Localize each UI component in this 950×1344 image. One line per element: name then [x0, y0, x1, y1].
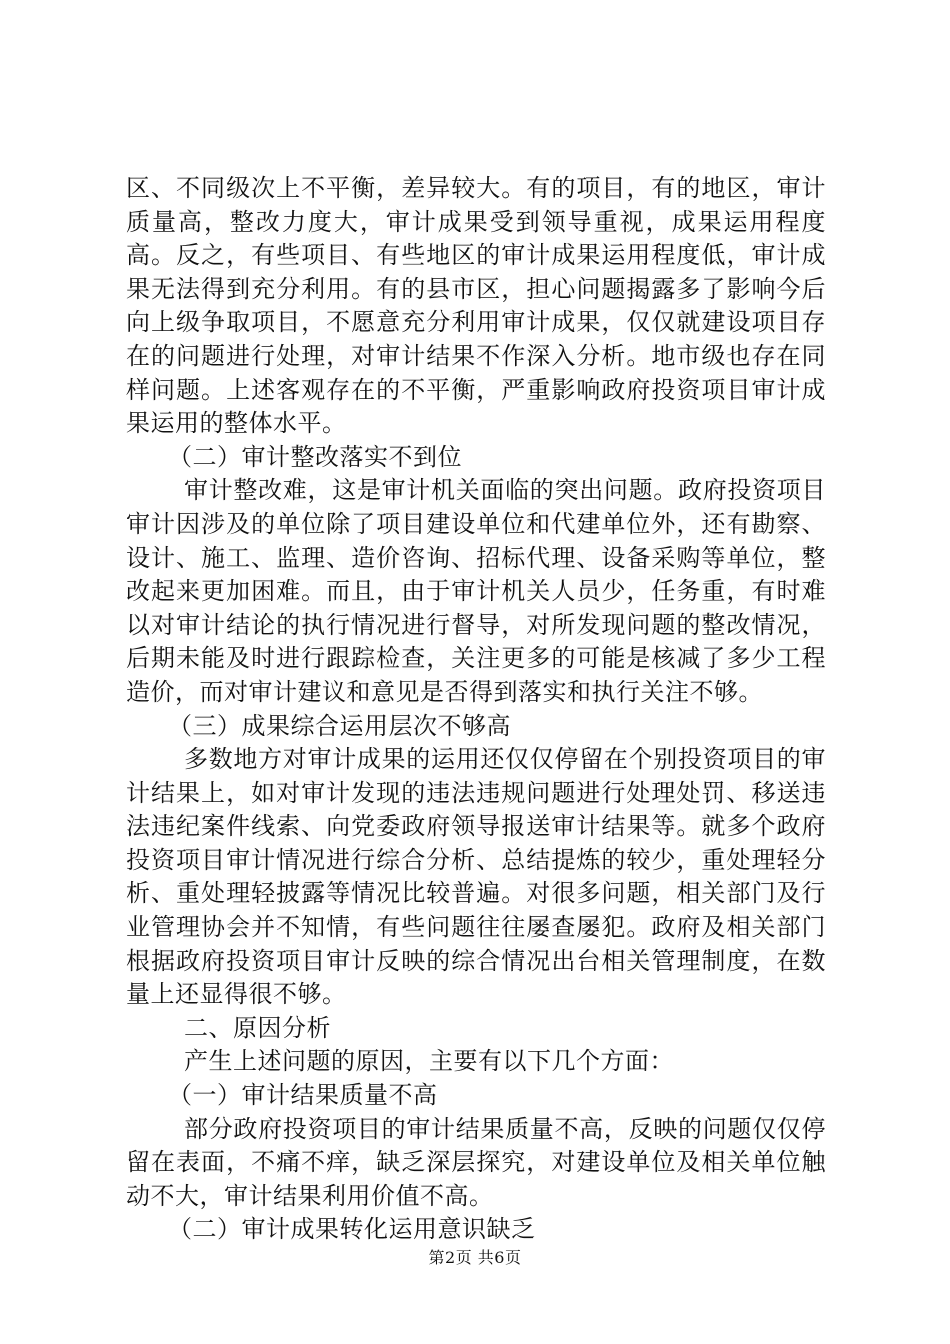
heading-comprehensive-use: （三）成果综合运用层次不够高 — [168, 711, 511, 740]
page-footer: 第2页 共6页 — [428, 1248, 522, 1267]
heading-awareness: （二）审计成果转化运用意识缺乏 — [168, 1215, 536, 1244]
paragraph-quality: 部分政府投资项目的审计结果质量不高，反映的问题仅仅停留在表面，不痛不痒，缺乏深层探究，对建设单位及相关单位触动不大，审计结果利用价值不高。 — [126, 1114, 826, 1210]
heading-quality: （一）审计结果质量不高 — [168, 1081, 438, 1110]
document-body — [126, 172, 826, 1247]
paragraph-comprehensive-use: 多数地方对审计成果的运用还仅仅停留在个别投资项目的审计结果上，如对审计发现的违法违规问题进行处理处罚、移送违法违纪案件线索、向党委政府领导报送审计结果等。就多个政府投资项目审计情况进行综合分析、总结提炼的较少，重处理轻分析、重处理轻披露等情况比较普遍。对很多问题，相关部门及行业管理协会并不知情，有些问题往往屡查屡犯。政府及相关部门根据政府投资项目审计反映的综合情况出台相关管理制度，在数量上还显得很不够。 — [126, 745, 826, 1009]
paragraph-rectification: 审计整改难，这是审计机关面临的突出问题。政府投资项目审计因涉及的单位除了项目建设单位和代建单位外，还有勘察、设计、施工、监理、造价咨询、招标代理、设备采购等单位，整改起来更加困难。而且，由于审计机关人员少，任务重，有时难以对审计结论的执行情况进行督导，对所发现问题的整改情况，后期未能及时进行跟踪检查，关注更多的可能是核减了多少工程造价，而对审计建议和意见是否得到落实和执行关注不够。 — [126, 476, 826, 706]
heading-rectification: （二）审计整改落实不到位 — [168, 442, 462, 471]
paragraph-cause-intro: 产生上述问题的原因，主要有以下几个方面： — [184, 1047, 674, 1076]
paragraph-imbalance-continued: 区、不同级次上不平衡，差异较大。有的项目，有的地区，审计质量高，整改力度大，审计成果受到领导重视，成果运用程度高。反之，有些项目、有些地区的审计成果运用程度低，审计成果无法得到充分利用。有的县市区，担心问题揭露多了影响今后向上级争取项目，不愿意充分利用审计成果，仅仅就建设项目存在的问题进行处理，对审计结果不作深入分析。地市级也存在同样问题。上述客观存在的不平衡，严重影响政府投资项目审计成果运用的整体水平。 — [126, 174, 826, 438]
section-heading-cause-analysis: 二、原因分析 — [184, 1013, 331, 1042]
